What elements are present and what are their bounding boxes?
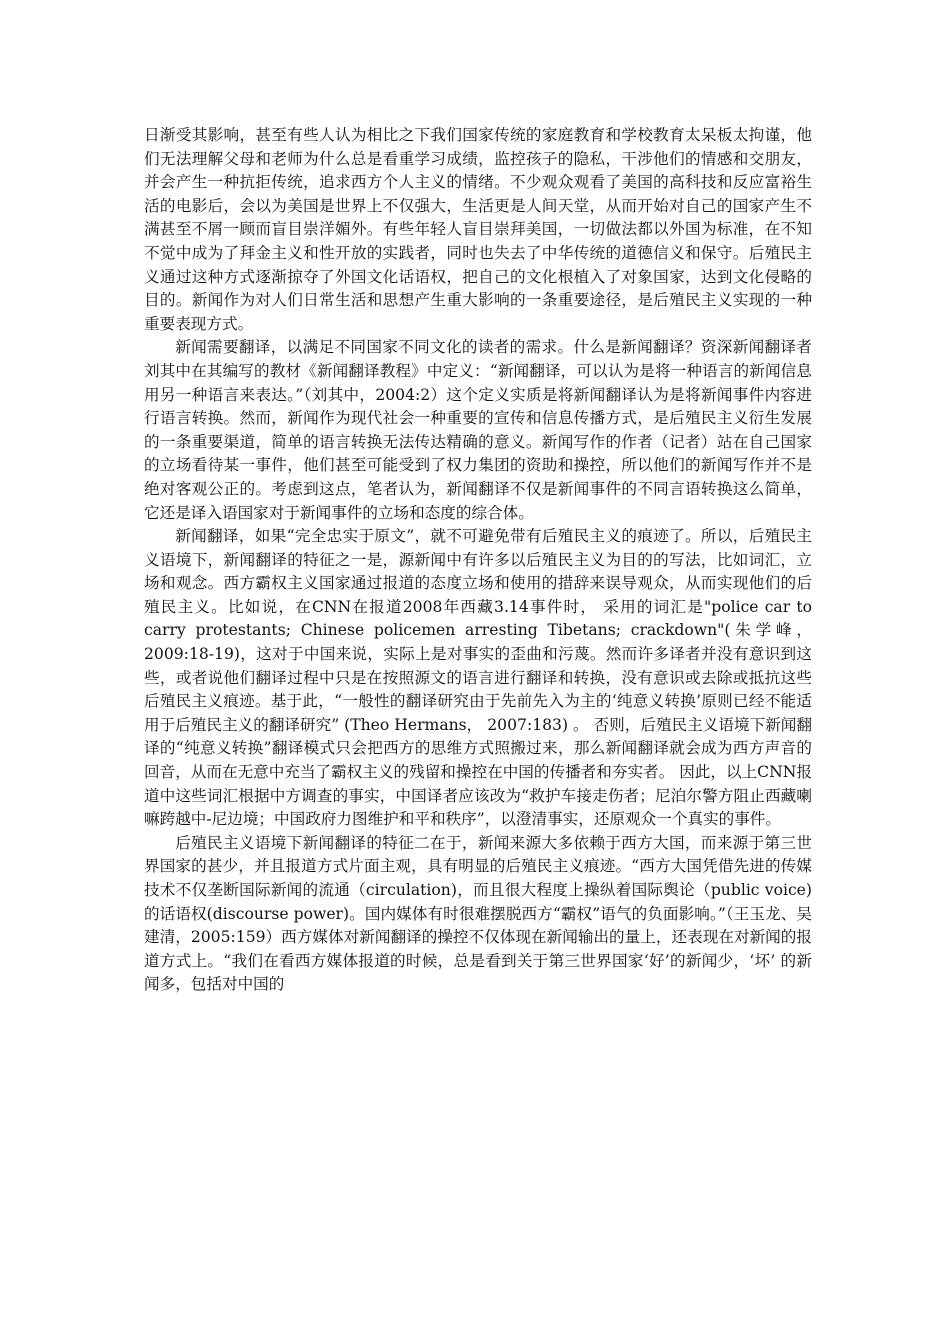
paragraph-continued: 日渐受其影响，甚至有些人认为相比之下我们国家传统的家庭教育和学校教育太呆板太拘谨，他们无法理解父母和老师为什么总是看重学习成绩，监控孩子的隐私，干涉他们的情感和交朋友，并会产生一种抗拒传统，追求西方个人主义的情绪。不少观众观看了美国的高科技和反应富裕生活的电影后，会以为美国是世界上不仅强大，生活更是人间天堂，从而开始对自己的国家产生不满甚至不屑一顾而盲目崇洋媚外。有些年轻人盲目崇拜美国，一切做法都以外国为标准，在不知不觉中成为了拜金主义和性开放的实践者，同时也失去了中华传统的道德信义和保守。后殖民主义通过这种方式逐渐掠夺了外国文化话语权，把自己的文化根植入了对象国家，达到文化侵略的目的。新闻作为对人们日常生活和思想产生重大影响的一条重要途径，是后殖民主义实现的一种重要表现方式。 — [144, 126, 812, 333]
paragraph-feature-two: 后殖民主义语境下新闻翻译的特征二在于，新闻来源大多依赖于西方大国，而来源于第三世界国家的甚少，并且报道方式片面主观，具有明显的后殖民主义痕迹。“西方大国凭借先进的传媒技术不仅垄断国际新闻的流通（circulation)，而且很大程度上操纵着国际舆论（public voice) 的话语权(discourse power)。国内媒体有时很难摆脱西方“霸权”语气的负面影响。”（王玉龙、吴建清，2005:159）西方媒体对新闻翻译的操控不仅体现在新闻输出的量上，还表现在对新闻的报道方式上。“我们在看西方媒体报道的时候，总是看到关于第三世界国家‘好’的新闻少，‘坏’ 的新闻多，包括对中国的 — [144, 833, 812, 994]
body-text — [144, 124, 812, 997]
paragraph-news-translation-definition: 新闻需要翻译，以满足不同国家不同文化的读者的需求。什么是新闻翻译？资深新闻翻译者刘其中在其编写的教材《新闻翻译教程》中定义：“新闻翻译，可以认为是将一种语言的新闻信息用另一种语言来表达。”（刘其中，2004:2）这个定义实质是将新闻翻译认为是将新闻事件内容进行语言转换。然而，新闻作为现代社会一种重要的宣传和信息传播方式，是后殖民主义衍生发展的一条重要渠道，简单的语言转换无法传达精确的意义。新闻写作的作者（记者）站在自己国家的立场看待某一事件，他们甚至可能受到了权力集团的资助和操控，所以他们的新闻写作并不是绝对客观公正的。考虑到这点，笔者认为，新闻翻译不仅是新闻事件的不同言语转换这么简单，它还是译入语国家对于新闻事件的立场和态度的综合体。 — [144, 338, 812, 522]
paragraph-feature-one: 新闻翻译，如果“完全忠实于原文”，就不可避免带有后殖民主义的痕迹了。所以，后殖民主义语境下，新闻翻译的特征之一是，源新闻中有许多以后殖民主义为目的的写法，比如词汇，立场和观念。西方霸权主义国家通过报道的态度立场和使用的措辞来误导观众，从而实现他们的后殖民主义。比如说，在CNN在报道2008年西藏3.14事件时， 采用的词汇是"police car to carry protestants; Chinese policemen arresting Tibetans; crackdown"(朱学峰，2009:18-19)，这对于中国来说，实际上是对事实的歪曲和污蔑。然而许多译者并没有意识到这些，或者说他们翻译过程中只是在按照源文的语言进行翻译和转换，没有意识或去除或抵抗这些后殖民主义痕迹。基于此，“一般性的翻译研究由于先前先入为主的‘纯意义转换’原则已经不能适用于后殖民主义的翻译研究” (Theo Hermans， 2007:183) 。 否则，后殖民主义语境下新闻翻译的“纯意义转换”翻译模式只会把西方的思维方式照搬过来，那么新闻翻译就会成为西方声音的回音，从而在无意中充当了霸权主义的残留和操控在中国的传播者和夯实者。 因此，以上CNN报道中这些词汇根据中方调查的事实，中国译者应该改为“救护车接走伤者；尼泊尔警方阻止西藏喇嘛跨越中-尼边境；中国政府力图维护和平和秩序”，以澄清事实，还原观众一个真实的事件。 — [144, 527, 812, 829]
